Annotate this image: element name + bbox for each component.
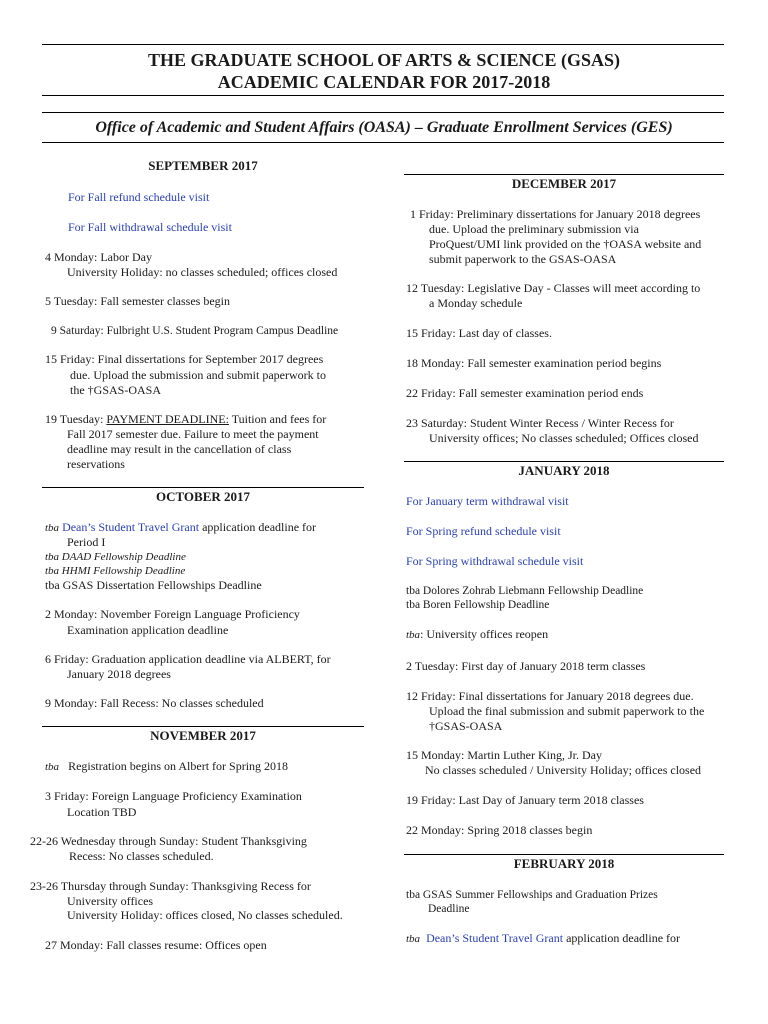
sep-15-line1: 15 Friday: Final dissertations for September 2017 degrees bbox=[45, 352, 324, 366]
office-subtitle: Office of Academic and Student Affairs (OASA) – Graduate Enrollment Services (GES) bbox=[95, 119, 673, 136]
sep-19-line2: Fall 2017 semester due. Failure to meet the payment bbox=[67, 427, 319, 441]
feb-travel-grant bbox=[406, 931, 680, 947]
jan-15-line1: 15 Monday: Martin Luther King, Jr. Day bbox=[406, 748, 602, 762]
sep-15-line2: due. Upload the submission and submit paperwork to bbox=[70, 368, 326, 382]
dec-23-line1: 23 Saturday: Student Winter Recess / Winter Recess for bbox=[406, 416, 674, 430]
nov-23-line1: 23-26 Thursday through Sunday: Thanksgiving Recess for bbox=[30, 879, 311, 893]
sep-4-line2: University Holiday: no classes scheduled; offices closed bbox=[67, 265, 338, 279]
sep-4-line1: 4 Monday: Labor Day bbox=[45, 250, 152, 264]
spring-refund-link[interactable]: For Spring refund schedule visit bbox=[406, 524, 561, 538]
dec-12-line1: 12 Tuesday: Legislative Day - Classes will meet according to bbox=[406, 281, 701, 295]
month-heading-november: NOVEMBER 2017 bbox=[150, 728, 256, 743]
oct-2-line2: Examination application deadline bbox=[67, 623, 229, 637]
sep-19-line4: reservations bbox=[67, 457, 125, 471]
oct-2-line1: 2 Monday: November Foreign Language Proficiency bbox=[45, 607, 300, 621]
title-rule bbox=[42, 95, 724, 96]
nov-registration-text: Registration begins on Albert for Spring 2018 bbox=[68, 759, 289, 773]
top-rule bbox=[42, 44, 724, 45]
oct-9: 9 Monday: Fall Recess: No classes scheduled bbox=[45, 696, 264, 710]
oct-travel-grant-line1 bbox=[45, 520, 316, 536]
feb-tba-prefix: tba bbox=[406, 933, 421, 945]
nov-22-line2: Recess: No classes scheduled. bbox=[69, 849, 214, 863]
nov-22-line1: 22-26 Wednesday through Sunday: Student Thanksgiving bbox=[30, 834, 307, 848]
december-rule bbox=[404, 174, 724, 175]
subtitle-top-rule bbox=[42, 112, 724, 113]
november-rule bbox=[42, 726, 364, 727]
sep-19-prefix: 19 Tuesday: bbox=[45, 412, 107, 426]
nov-3-line1: 3 Friday: Foreign Language Proficiency Examination bbox=[45, 789, 302, 803]
nov-registration bbox=[45, 759, 288, 775]
sep-19-post: Tuition and fees for bbox=[228, 412, 327, 426]
february-rule bbox=[404, 854, 724, 855]
month-heading-february: FEBRUARY 2018 bbox=[513, 856, 615, 871]
feb-travel-grant-post: application deadline for bbox=[563, 931, 681, 945]
dean-travel-grant-link[interactable]: Dean’s Student Travel Grant bbox=[62, 520, 200, 534]
jan-tba-prefix: tba bbox=[406, 629, 421, 641]
jan-12-line2: Upload the final submission and submit paperwork to the bbox=[429, 704, 705, 718]
jan-dolores: tba Dolores Zohrab Liebmann Fellowship Deadline bbox=[406, 585, 644, 597]
jan-12-line1: 12 Friday: Final dissertations for January 2018 degrees due. bbox=[406, 689, 694, 703]
month-heading-december: DECEMBER 2017 bbox=[511, 176, 617, 191]
feb-gsas-line1: tba GSAS Summer Fellowships and Graduation Prizes bbox=[406, 889, 658, 901]
oct-6-line2: January 2018 degrees bbox=[67, 667, 171, 681]
month-heading-october: OCTOBER 2017 bbox=[155, 489, 251, 504]
jan-12-line3: †GSAS-OASA bbox=[429, 719, 503, 733]
oct-travel-grant-post: application deadline for bbox=[199, 520, 317, 534]
jan-2: 2 Tuesday: First day of January 2018 term classes bbox=[406, 659, 646, 673]
nov-3-line2: Location TBD bbox=[67, 805, 137, 819]
jan-19: 19 Friday: Last Day of January term 2018 classes bbox=[406, 793, 644, 807]
payment-deadline-label: PAYMENT DEADLINE: bbox=[106, 412, 229, 426]
fall-refund-link[interactable]: For Fall refund schedule visit bbox=[68, 190, 210, 204]
oct-daad: tba DAAD Fellowship Deadline bbox=[45, 551, 186, 563]
jan-15-line2: No classes scheduled / University Holiday; offices closed bbox=[425, 763, 702, 777]
nov-27: 27 Monday: Fall classes resume: Offices open bbox=[45, 938, 267, 952]
sep-19-line3: deadline may result in the cancellation of class bbox=[67, 442, 292, 456]
nov-23-line3: University Holiday: offices closed, No classes scheduled. bbox=[67, 908, 343, 922]
oct-hhmi: tba HHMI Fellowship Deadline bbox=[45, 565, 186, 577]
fall-withdrawal-link[interactable]: For Fall withdrawal schedule visit bbox=[68, 220, 232, 234]
spring-withdrawal-link[interactable]: For Spring withdrawal schedule visit bbox=[406, 554, 584, 568]
january-withdrawal-link[interactable]: For January term withdrawal visit bbox=[406, 494, 569, 508]
sep-15-line3: the †GSAS-OASA bbox=[70, 383, 162, 397]
feb-gsas-line2: Deadline bbox=[428, 903, 470, 915]
sep-5: 5 Tuesday: Fall semester classes begin bbox=[45, 294, 230, 308]
dec-12-line2: a Monday schedule bbox=[429, 296, 523, 310]
oct-6-line1: 6 Friday: Graduation application deadline via ALBERT, for bbox=[45, 652, 331, 666]
dec-1-line2: due. Upload the preliminary submission via bbox=[429, 222, 639, 236]
nov-tba-prefix: tba bbox=[45, 761, 60, 773]
dec-1-line3: ProQuest/UMI link provided on the †OASA website and bbox=[429, 237, 702, 251]
dec-23-line2: University offices; No classes scheduled; Offices closed bbox=[429, 431, 699, 445]
feb-dean-travel-grant-link[interactable]: Dean’s Student Travel Grant bbox=[426, 931, 564, 945]
jan-offices-reopen-text: : University offices reopen bbox=[420, 627, 549, 641]
dec-22: 22 Friday: Fall semester examination period ends bbox=[406, 386, 644, 400]
dec-15: 15 Friday: Last day of classes. bbox=[406, 326, 552, 340]
dec-1-line1: 1 Friday: Preliminary dissertations for January 2018 degrees bbox=[410, 207, 701, 221]
oct-tba-prefix: tba bbox=[45, 522, 60, 534]
october-rule bbox=[42, 487, 364, 488]
sep-9: 9 Saturday: Fulbright U.S. Student Program Campus Deadline bbox=[51, 325, 339, 337]
nov-23-line2: University offices bbox=[67, 894, 154, 908]
page-title-line1: THE GRADUATE SCHOOL OF ARTS & SCIENCE (GSAS) bbox=[148, 50, 620, 70]
jan-offices-reopen bbox=[406, 627, 548, 643]
jan-boren: tba Boren Fellowship Deadline bbox=[406, 599, 550, 611]
oct-travel-grant-line2: Period I bbox=[67, 535, 106, 549]
sep-19-line1 bbox=[45, 412, 326, 427]
page-title-line2: ACADEMIC CALENDAR FOR 2017-2018 bbox=[217, 72, 551, 92]
jan-22: 22 Monday: Spring 2018 classes begin bbox=[406, 823, 593, 837]
january-rule bbox=[404, 461, 724, 462]
month-heading-january: JANUARY 2018 bbox=[518, 463, 610, 478]
dec-18: 18 Monday: Fall semester examination period begins bbox=[406, 356, 662, 370]
dec-1-line4: submit paperwork to the GSAS-OASA bbox=[429, 252, 617, 266]
oct-gsas-dissertation: tba GSAS Dissertation Fellowships Deadline bbox=[45, 578, 262, 592]
month-heading-september: SEPTEMBER 2017 bbox=[148, 158, 258, 173]
subtitle-bottom-rule bbox=[42, 142, 724, 143]
